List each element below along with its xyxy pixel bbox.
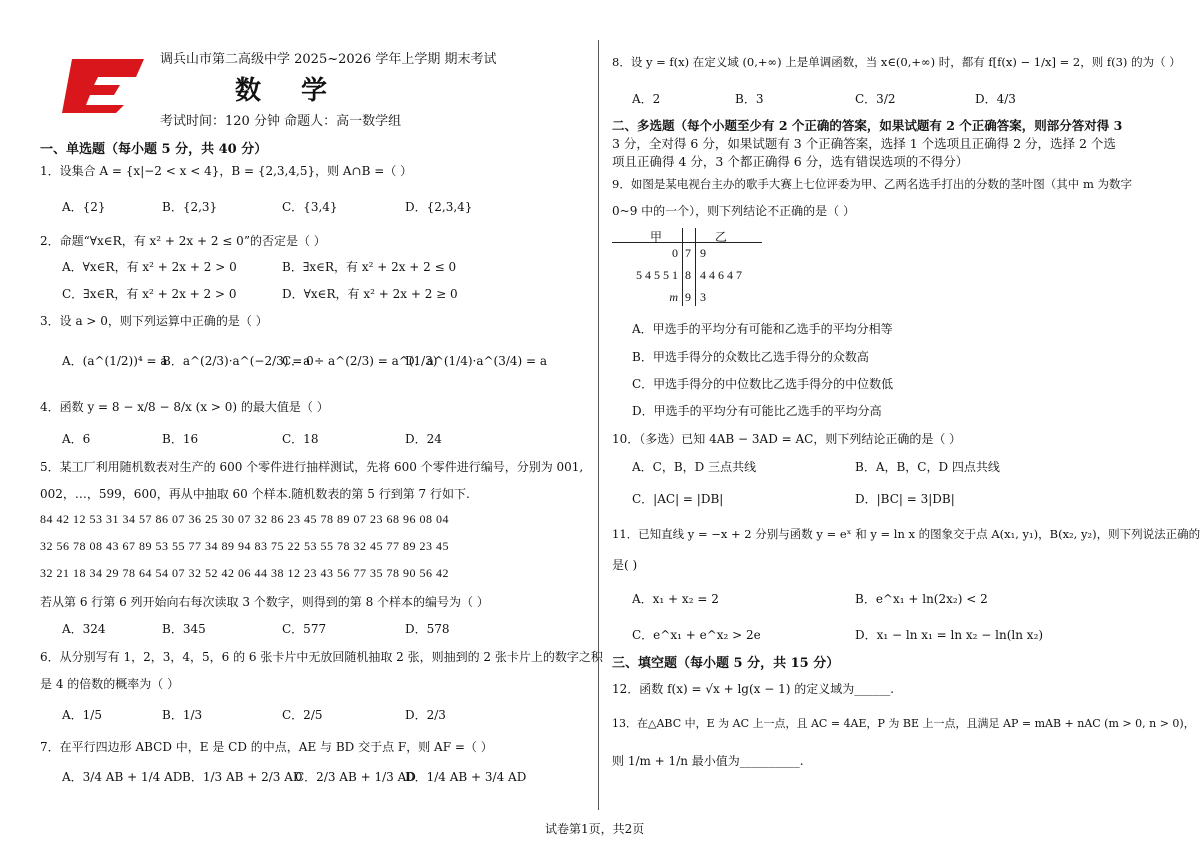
q10-option-d[interactable]: D．|BC| = 3|DB| [855,492,955,506]
question-13-line-1: 13．在△ABC 中，E 为 AC 上一点，且 AC = 4AE，P 为 BE 上一点，且满足 AP = mAB + nAC (m > 0, n > 0)， [612,717,1195,730]
question-13-line-2: 则 1/m + 1/n 最小值为__________. [612,754,804,768]
q2-option-b[interactable]: B．∃x∈R，有 x² + 2x + 2 ≤ 0 [282,260,457,274]
q6-option-b[interactable]: B．1/3 [162,708,203,722]
q2-option-d[interactable]: D．∀x∈R，有 x² + 2x + 2 ≥ 0 [282,287,458,301]
q8-option-a[interactable]: A．2 [632,92,661,106]
q4-option-d[interactable]: D．24 [405,432,442,446]
q7-option-c[interactable]: C．2/3 AB + 1/3 AD [295,770,416,784]
column-divider [598,40,599,810]
stem-leaf-stem: 9 [685,290,691,304]
section-multi-choice-line-2: 3 分，全对得 6 分，如果试题有 3 个正确答案，选择 1 个选项且正确得 2 分，选择 2 个选 [612,136,1116,151]
stem-leaf-left-leaves: 5 4 5 5 1 [636,268,678,282]
q6-option-a[interactable]: A．1/5 [62,708,102,722]
q9-option-d[interactable]: D．甲选手的平均分有可能比乙选手的平均分高 [632,404,882,418]
q6-option-c[interactable]: C．2/5 [282,708,323,722]
exam-title: 调兵山市第二高级中学 2025~2026 学年上学期 期末考试 [160,52,497,67]
stem-leaf-left-leaves: 0 [672,246,678,260]
stem-leaf-stem: 8 [685,268,691,282]
question-12: 12．函数 f(x) = √x + lg(x − 1) 的定义域为______. [612,682,895,696]
q11-option-c[interactable]: C．e^x₁ + e^x₂ > 2e [632,628,761,642]
q1-option-d[interactable]: D．{2,3,4} [405,200,473,214]
q7-option-d[interactable]: D．1/4 AB + 3/4 AD [405,770,527,784]
random-table-row: 32 21 18 34 29 78 64 54 07 32 52 42 06 44 38 12 23 43 56 77 35 78 90 56 42 [40,566,449,580]
q3-option-d[interactable]: D．a^(1/4)·a^(3/4) = a [405,354,548,368]
question-6-line-2: 是 4 的倍数的概率为（ ） [40,677,180,691]
subject-title: 数学 [235,76,368,106]
stem-leaf-head-left: 甲 [650,230,663,244]
q9-option-b[interactable]: B．甲选手得分的众数比乙选手得分的众数高 [632,350,869,364]
random-table-row: 84 42 12 53 31 34 57 86 07 36 25 30 07 32 86 23 45 78 89 07 23 68 96 08 04 [40,512,449,526]
section-multi-choice-line-3: 项且正确得 4 分，3 个都正确得 6 分，选有错误选项的不得分） [612,154,969,169]
q8-option-b[interactable]: B．3 [735,92,764,106]
q10-option-a[interactable]: A．C，B，D 三点共线 [632,460,757,474]
q11-option-b[interactable]: B．e^x₁ + ln(2x₂) < 2 [855,592,988,606]
q10-option-c[interactable]: C．|AC| = |DB| [632,492,724,506]
stem-leaf-left-leaves: m [669,290,678,304]
stem-leaf-right-leaves: 3 [700,290,706,304]
question-2: 2．命题“∀x∈R，有 x² + 2x + 2 ≤ 0”的否定是（ ） [40,234,326,248]
section-fill-in: 三、填空题（每小题 5 分，共 15 分） [612,656,840,671]
q9-option-c[interactable]: C．甲选手得分的中位数比乙选手得分的中位数低 [632,377,894,391]
stem-leaf-right-divider [695,228,696,306]
q1-option-b[interactable]: B．{2,3} [162,200,218,214]
q8-option-c[interactable]: C．3/2 [855,92,896,106]
question-9-line-1: 9．如图是某电视台主办的歌手大赛上七位评委为甲、乙两名选手打出的分数的茎叶图（其中 m 为数字 [612,177,1133,191]
q1-option-a[interactable]: A．{2} [62,200,106,214]
stem-leaf-stem: 7 [685,246,691,260]
question-3: 3．设 a > 0，则下列运算中正确的是（ ） [40,314,268,328]
q3-option-b[interactable]: B．a^(2/3)·a^(−2/3) = 0 [162,354,314,368]
q5-option-c[interactable]: C．577 [282,622,327,636]
q3-option-c[interactable]: C．a ÷ a^(2/3) = a^(1/3) [282,354,438,368]
question-11-line-1: 11．已知直线 y = −x + 2 分别与函数 y = eˣ 和 y = ln x 的图象交于点 A(x₁, y₁)，B(x₂, y₂)，则下列说法正确的 [612,527,1200,541]
question-10: 10．（多选）已知 4AB − 3AD = AC，则下列结论正确的是（ ） [612,432,962,446]
page-footer: 试卷第1页，共2页 [545,822,645,836]
stem-leaf-head-right: 乙 [715,230,728,244]
stem-leaf-plot [612,228,762,308]
school-logo [58,55,146,115]
section-single-choice: 一、单选题（每小题 5 分，共 40 分） [40,142,268,157]
q2-option-c[interactable]: C．∃x∈R，有 x² + 2x + 2 > 0 [62,287,237,301]
q7-option-a[interactable]: A．3/4 AB + 1/4 AD [62,770,183,784]
q11-option-a[interactable]: A．x₁ + x₂ = 2 [632,592,719,606]
q5-option-b[interactable]: B．345 [162,622,206,636]
question-5-line-1: 5．某工厂利用随机数表对生产的 600 个零件进行抽样测试，先将 600 个零件进行编号，分别为 001, [40,460,584,474]
question-4: 4．函数 y = 8 − x/8 − 8/x (x > 0) 的最大值是（ ） [40,400,329,414]
stem-leaf-left-divider [682,228,683,306]
q5-option-d[interactable]: D．578 [405,622,450,636]
q2-option-a[interactable]: A．∀x∈R，有 x² + 2x + 2 > 0 [62,260,237,274]
q9-option-a[interactable]: A．甲选手的平均分有可能和乙选手的平均分相等 [632,322,893,336]
question-8: 8．设 y = f(x) 在定义域 (0,+∞) 上是单调函数，当 x∈(0,+∞) 时，都有 f[f(x) − 1/x] = 2，则 f(3) 的为（ ） [612,55,1181,69]
question-9-line-2: 0~9 中的一个），则下列结论不正确的是（ ） [612,204,855,218]
random-table-row: 32 56 78 08 43 67 89 53 55 77 34 89 94 83 75 22 53 55 78 32 45 77 89 23 45 [40,539,449,553]
q7-option-b[interactable]: B．1/3 AB + 2/3 AD [182,770,303,784]
question-1: 1．设集合 A = {x|−2 < x < 4}，B = {2,3,4,5}，则 A∩B =（ ） [40,164,413,178]
question-7: 7．在平行四边形 ABCD 中，E 是 CD 的中点，AE 与 BD 交于点 F，则 AF =（ ） [40,740,493,754]
q4-option-a[interactable]: A．6 [62,432,91,446]
q4-option-b[interactable]: B．16 [162,432,199,446]
q4-option-c[interactable]: C．18 [282,432,319,446]
section-multi-choice-line-1: 二、多选题（每个小题至少有 2 个正确的答案，如果试题有 2 个正确答案，则部分答对得 3 [612,118,1123,133]
q5-option-a[interactable]: A．324 [62,622,106,636]
stem-leaf-right-leaves: 4 4 6 4 7 [700,268,742,282]
question-5-line-2: 002，…，599，600，再从中抽取 60 个样本.随机数表的第 5 行到第 7 行如下. [40,487,470,501]
stem-leaf-header-line [612,242,762,243]
question-6-line-1: 6．从分别写有 1，2，3，4，5，6 的 6 张卡片中无放回随机抽取 2 张，则抽到的 2 张卡片上的数字之积 [40,650,603,664]
q8-option-d[interactable]: D．4/3 [975,92,1016,106]
exam-info: 考试时间：120 分钟 命题人：高一数学组 [160,114,402,129]
q6-option-d[interactable]: D．2/3 [405,708,446,722]
q3-option-a[interactable]: A．(a^(1/2))⁴ = a [62,354,168,368]
q10-option-b[interactable]: B．A，B，C，D 四点共线 [855,460,1000,474]
question-5-line-3: 若从第 6 行第 6 列开始向右每次读取 3 个数字，则得到的第 8 个样本的编号为（ ） [40,595,489,609]
q11-option-d[interactable]: D．x₁ − ln x₁ = ln x₂ − ln(ln x₂) [855,628,1044,642]
stem-leaf-right-leaves: 9 [700,246,706,260]
question-11-line-2: 是( ) [612,558,638,572]
q1-option-c[interactable]: C．{3,4} [282,200,338,214]
